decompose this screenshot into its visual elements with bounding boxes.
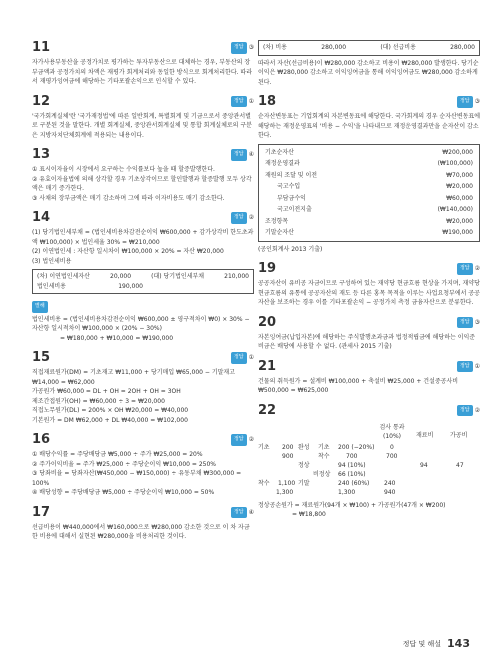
answer-line: 법인세비용 = (법인세비용차감전순이익 ₩600,000 ± 영구적차이 ₩0) × 30% − 자산항 일시적차이 ₩100,000 × (20% − 30%) <box>32 315 252 332</box>
question-number: 11 <box>32 40 51 56</box>
question-19 <box>258 261 480 308</box>
question-number: 18 <box>258 94 277 110</box>
answer-line: ① 배당수익률 = 주당배당금 ₩5,000 ÷ 주가 ₩25,000 = 20% <box>32 451 203 458</box>
answer-line: 정상공손원가 = 재료원가(94개 × ₩100) + 가공원가(47개 × ₩200) <box>258 501 446 509</box>
question-number: 21 <box>258 358 277 374</box>
answer-line: 제조간접원가(OH) = ₩60,000 ÷ 3 = ₩20,000 <box>32 397 165 405</box>
answer-line: ④ 배당성향 = 주당배당금 ₩5,000 ÷ 주당순이익 ₩10,000 = 50% <box>32 489 215 496</box>
question-11 <box>32 40 254 87</box>
statement-row: 재원의 조달 및 이전 ₩70,000 <box>265 171 473 179</box>
statement-row: 국고수입 ₩20,000 <box>277 183 473 190</box>
answer-badge: 정답 ① <box>231 352 254 364</box>
journal-entry-box: (차) 비용 280,000 (대) 선급비용 280,000 <box>258 40 480 56</box>
answer-badge: 정답 ② <box>231 434 254 446</box>
page-number: 143 <box>447 637 470 650</box>
answer-line: ① 표시이자율이 시장에서 요구하는 수익률보다 높을 때 할증발행한다. <box>32 166 215 173</box>
answer-line: (2) 이연법인세 : 자산항 일시차이 ₩100,000 × 20% = 자산 ₩20,000 <box>32 248 224 255</box>
question-number: 15 <box>32 350 51 366</box>
statement-row: 기초순자산 ₩200,000 <box>265 148 473 156</box>
net-assets-table <box>263 147 475 239</box>
answer-text: 따라서 자산(선급비용)이 ₩280,000 감소하고 비용이 ₩280,000 발생한다. 당기순이익은 ₩280,000 감소하고 이익잉여금을 통해 이익잉여금도 ₩280,000 감소하게 된다. <box>258 59 480 86</box>
answer-line: 기본원가 = DM ₩62,000 + DL ₩40,000 = ₩102,000 <box>32 416 188 424</box>
production-ledger: 검사 통과 (10%) 재료비 가공비 기초 200 완성 기초 200 (−20%) 0 900 착수 700 700 정상 94 (10%) 94 47 비정상 66 (10%) 착수 1,100 기말 240 (60%) 240 1,300 1,300 940 <box>258 423 468 496</box>
page-footer <box>403 637 470 650</box>
answer-text: 자가사용부동산을 공정가치로 평가하는 투자부동산으로 대체하는 경우, 부동산의 장부금액과 공정가치의 차액은 재평가 회계처리와 동일한 방식으로 회계처리한다. 따라서 재평가잉여금에 해당하는 기타포괄손익으로 인식할 수 있다. <box>32 59 253 85</box>
question-number: 16 <box>32 432 51 448</box>
net-assets-statement <box>258 144 480 242</box>
answer-text: 건물의 취득원가 = 설계비 ₩100,000 + 축설비 ₩25,000 + 건설중공사비 ₩500,000 = ₩625,000 <box>258 377 460 394</box>
source-note: (공인회계사 2013 기출) <box>258 245 323 253</box>
answer-badge: 정답 ③ <box>457 96 480 108</box>
answer-badge: 정답 ① <box>231 96 254 108</box>
answer-line: (1) 당기법인세부채 = (법인세비용차감전순이익 ₩600,000 + 감가상각비 한도초과액 ₩100,000) × 법인세율 30% = ₩210,000 <box>32 229 254 246</box>
statement-row: 재정운영결과 (₩100,000) <box>265 160 473 167</box>
statement-row: 국고이전지출 (₩140,000) <box>277 206 473 213</box>
answer-line: ③ 사채의 장부금액은 매기 감소하며 그에 따라 이자비용도 매기 감소한다. <box>32 194 225 202</box>
answer-line: 직접재료원가(DM) = 기초재고 ₩11,000 + 당기매입 ₩65,000 − 기말재고 ₩14,000 = ₩62,000 <box>32 369 237 386</box>
question-number: 12 <box>32 93 51 109</box>
alt-solution-tag: 별해 <box>32 301 48 313</box>
answer-badge: 정답 ④ <box>231 507 254 519</box>
answer-badge: 정답 ② <box>457 263 480 275</box>
question-number: 14 <box>32 210 51 226</box>
question-number: 19 <box>258 261 277 277</box>
question-number: 22 <box>258 402 277 418</box>
question-18 <box>258 94 480 254</box>
right-column <box>258 40 480 527</box>
answer-badge: 정답 ② <box>457 405 480 417</box>
question-12 <box>32 94 254 141</box>
answer-line: (3) 법인세비용 <box>32 257 72 265</box>
answer-badge: 정답 ② <box>231 212 254 224</box>
answer-text: 순자산변동표는 기업회계의 자본변동표에 해당한다. 국가회계의 경우 순자산변동표에 해당하는 재정운영표의 '비용 − 수익'을 나타내므로 재정운영결과만을 순자산이 감소한다. <box>258 113 482 139</box>
question-17 <box>32 505 254 542</box>
journal-entry-box: (차) 이연법인세자산 20,000 (대) 당기법인세부채 210,000 법인세비용 190,000 <box>32 269 254 294</box>
question-13 <box>32 147 254 203</box>
answer-line: ③ 당좌비율 = 당좌자산(₩450,000 − ₩150,000) ÷ 유동부채 ₩300,000 = 100% <box>32 470 244 487</box>
answer-text: '국가회계실체'란 '국가재정법'에 따른 일반회계, 특별회계 및 기금으로서 중앙관서별로 구분된 것을 말한다. 개별 회계실체, 중앙관서회계실체 및 통합 회계실체로의 구분은 지방자치단체회계에 적용되는 내용이다. <box>32 112 252 139</box>
question-number: 17 <box>32 504 51 520</box>
answer-badge: 정답 ③ <box>231 42 254 54</box>
answer-badge: 정답 ① <box>457 361 480 373</box>
answer-text: 선급비용이 ₩440,000에서 ₩160,000으로 ₩280,000 감소한 것으로 이 차 자금한 비용에 대해서 실현된 ₩280,000을 비용처리한 것이다. <box>32 523 250 540</box>
statement-row: 기말순자산 ₩190,000 <box>265 229 473 236</box>
answer-line: 직접노무원가(DL) = 200% × OH ₩20,000 = ₩40,000 <box>32 407 189 414</box>
question-number: 20 <box>258 314 277 330</box>
answer-text: 공공자산이 유비공 자금이므로 구성하여 있는 재약당 현금흐름 현상을 가지며, 재약당 현금흐름의 유통에 공공자산의 재도 등 다른 홍목 목적을 이루는 사업요청부에서 공공자산을 보조하는 경우 이를 기타포괄손익 − 공정가치 측정 금융자산으로 분류한다. <box>258 280 482 306</box>
statement-row: 부담금수익 ₩60,000 <box>277 194 473 202</box>
answer-line: = ₩180,000 + ₩10,000 = ₩190,000 <box>60 334 174 342</box>
answer-badge: 정답 ④ <box>231 149 254 161</box>
question-22 <box>258 403 480 520</box>
question-21 <box>258 359 480 396</box>
answer-line: 가공원가 ₩60,000 = DL + OH = 2OH + OH = 3OH <box>32 388 181 395</box>
answer-line: ② 유효이자율법에 의해 상각할 경우 기초상각이므로 할인발행과 할증발행 모두 상각액은 매기 증가한다. <box>32 175 252 192</box>
statement-row: 조정항목 ₩20,000 <box>265 217 473 225</box>
left-column <box>32 40 254 549</box>
question-15 <box>32 350 254 425</box>
footer-label: 정답 및 해설 <box>402 639 442 648</box>
question-14 <box>32 210 254 343</box>
question-20 <box>258 315 480 352</box>
question-number: 13 <box>32 147 51 163</box>
answer-badge: 정답 ③ <box>457 317 480 329</box>
question-16 <box>32 432 254 498</box>
answer-text: 자본잉여금(납입자본)에 해당하는 주식발행초과금과 법정적립금에 해당하는 이익준비금은 배당에 사용할 수 없다. (관세사 2015 기출) <box>258 333 476 350</box>
answer-line: ② 주가이익비율 = 주가 ₩25,000 ÷ 주당순이익 ₩10,000 = 250% <box>32 460 216 468</box>
answer-line: = ₩18,800 <box>292 511 326 518</box>
